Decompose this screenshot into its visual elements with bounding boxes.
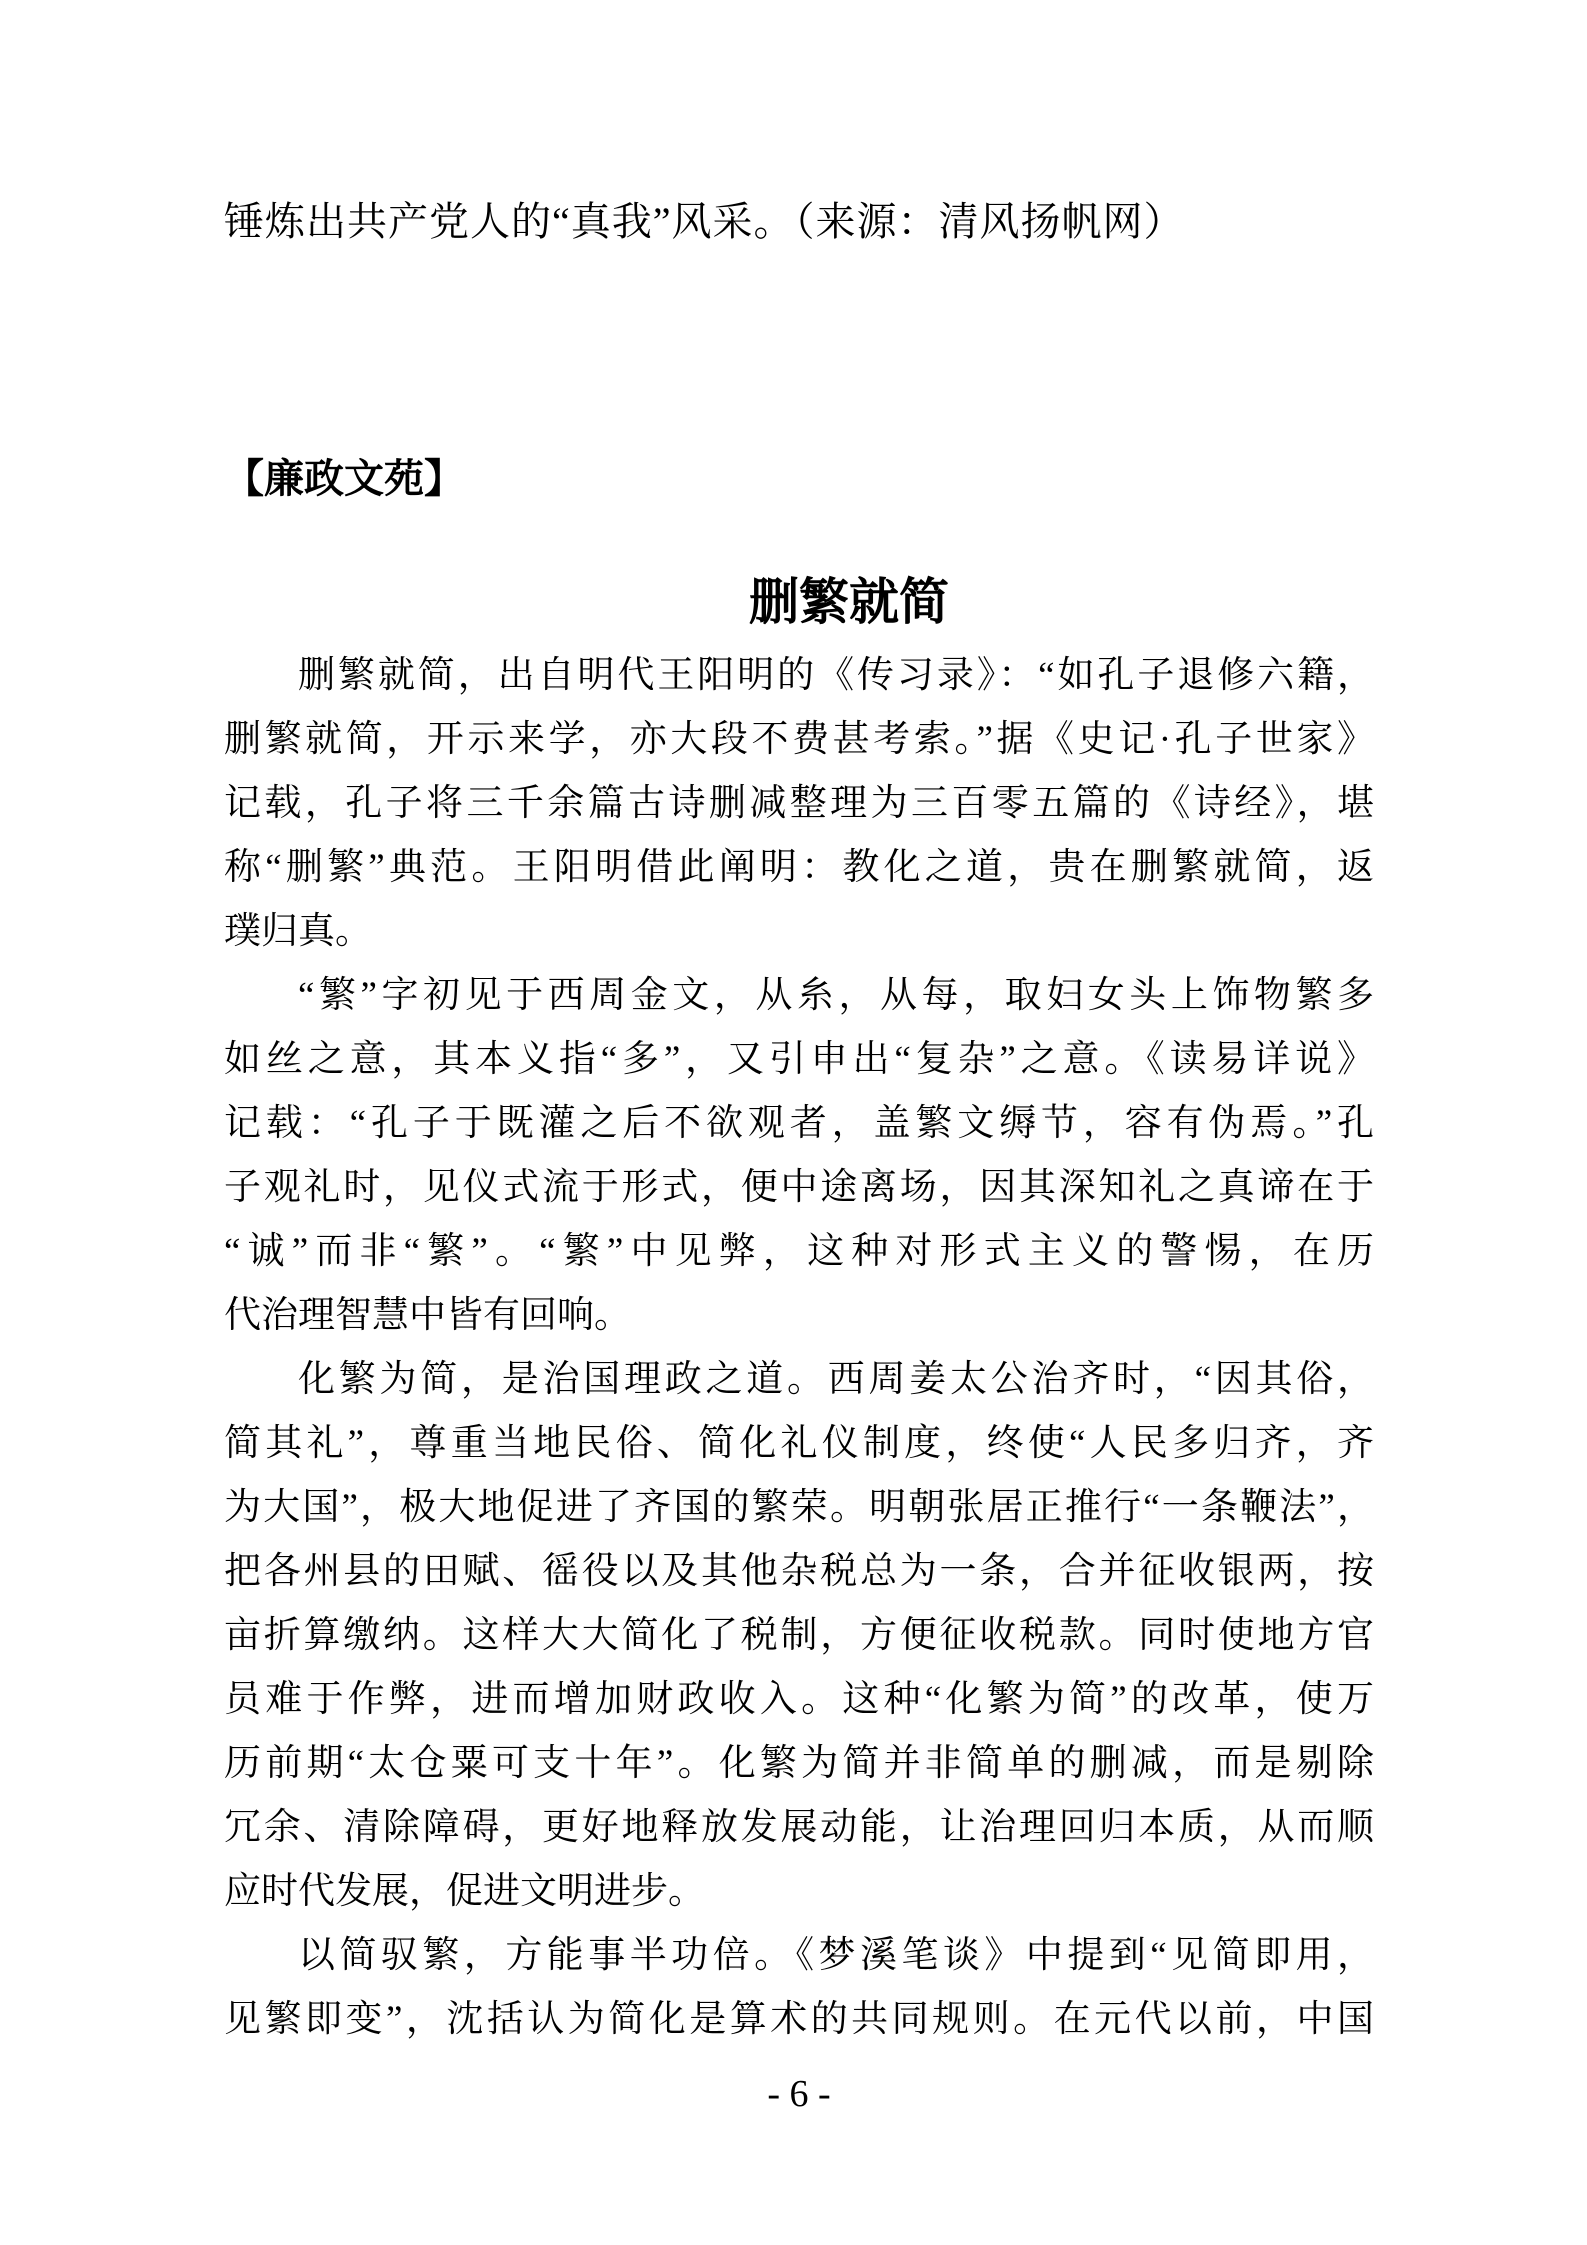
paragraph-line: 记载，孔子将三千余篇古诗删减整理为三百零五篇的《诗经》，堪 (224, 783, 1374, 824)
paragraph-line: 记载：“孔子于既灌之后不欲观者，盖繁文缛节，容有伪焉。”孔 (224, 1103, 1374, 1144)
paragraph-line: “繁”字初见于西周金文，从糸，从每，取妇女头上饰物繁多 (298, 975, 1374, 1016)
paragraph-line: 璞归真。 (224, 911, 372, 952)
paragraph-line: 历前期“太仓粟可支十年”。化繁为简并非简单的删减，而是剔除 (224, 1743, 1374, 1784)
paragraph-line: 为大国”，极大地促进了齐国的繁荣。明朝张居正推行“一条鞭法”， (224, 1487, 1374, 1528)
paragraph-line: 应时代发展，促进文明进步。 (224, 1871, 705, 1912)
paragraph-line: 员难于作弊，进而增加财政收入。这种“化繁为简”的改革，使万 (224, 1679, 1374, 1720)
paragraph-line: 化繁为简，是治国理政之道。西周姜太公治齐时，“因其俗， (298, 1359, 1374, 1400)
paragraph-line: 把各州县的田赋、徭役以及其他杂税总为一条，合并征收银两，按 (224, 1551, 1374, 1592)
paragraph-line: 称“删繁”典范。王阳明借此阐明：教化之道，贵在删繁就简，返 (224, 847, 1374, 888)
paragraph-line: 冗余、清除障碍，更好地释放发展动能，让治理回归本质，从而顺 (224, 1807, 1374, 1848)
paragraph-line: 见繁即变”，沈括认为简化是算术的共同规则。在元代以前，中国 (224, 1999, 1374, 2040)
paragraph-line: 简其礼”，尊重当地民俗、简化礼仪制度，终使“人民多归齐，齐 (224, 1423, 1374, 1464)
page-number: - 6 - (767, 2073, 831, 2115)
article-title: 删繁就简 (749, 574, 949, 630)
paragraph-line: “诚”而非“繁”。“繁”中见弊，这种对形式主义的警惕，在历 (224, 1231, 1374, 1272)
paragraph-line: 亩折算缴纳。这样大大简化了税制，方便征收税款。同时使地方官 (224, 1615, 1374, 1656)
paragraph-line: 删繁就简，开示来学，亦大段不费甚考索。”据《史记·孔子世家》 (224, 719, 1374, 760)
paragraph-line: 删繁就简，出自明代王阳明的《传习录》：“如孔子退修六籍， (298, 655, 1374, 696)
continuation-paragraph: 锤炼出共产党人的“真我”风采。（来源：清风扬帆网） (224, 199, 1185, 244)
paragraph-line: 代治理智慧中皆有回响。 (224, 1295, 631, 1336)
article-body (224, 644, 1374, 2052)
paragraph-line: 子观礼时，见仪式流于形式，便中途离场，因其深知礼之真谛在于 (224, 1167, 1374, 1208)
paragraph-line: 如丝之意，其本义指“多”，又引申出“复杂”之意。《读易详说》 (224, 1039, 1374, 1080)
section-header: 【廉政文苑】 (224, 456, 464, 501)
paragraph-line: 以简驭繁，方能事半功倍。《梦溪笔谈》中提到“见简即用， (298, 1935, 1374, 1976)
